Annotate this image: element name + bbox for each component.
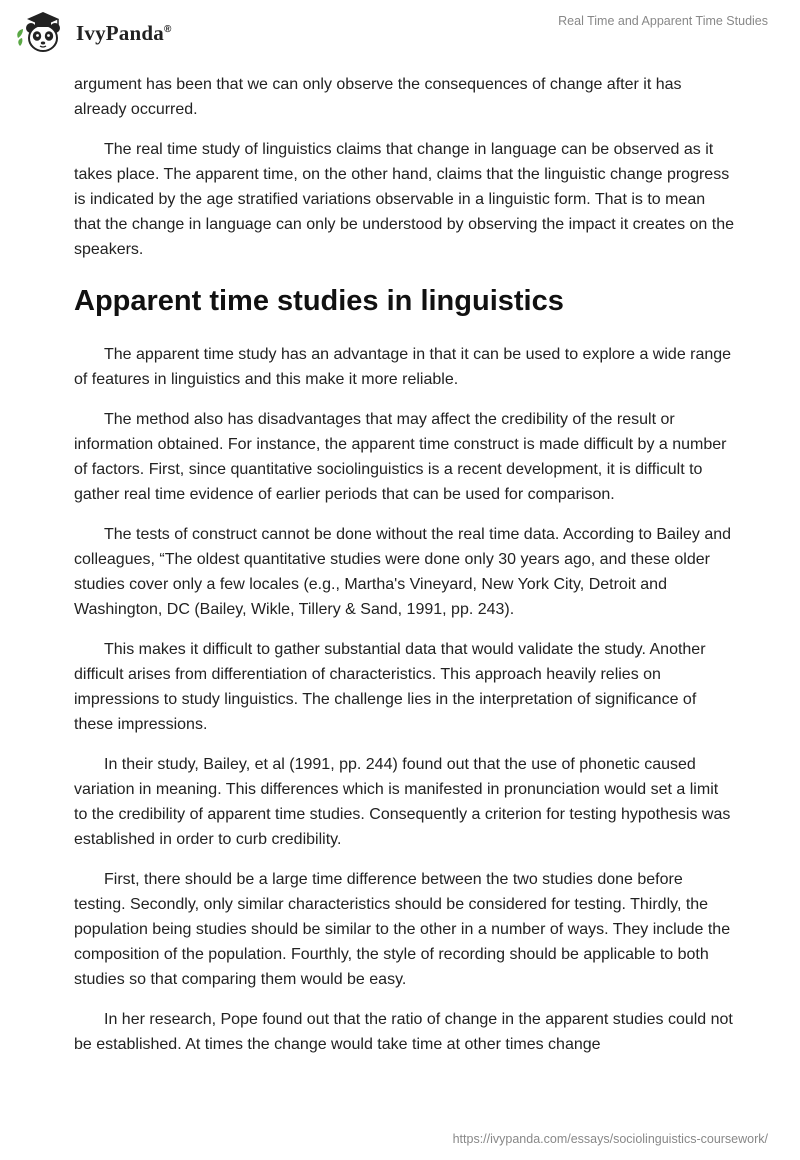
paragraph: In their study, Bailey, et al (1991, pp. 244) found out that the use of phonetic caused variation in meaning. This differences which is manifested in pronunciation would set a limit to the credibility of apparent time studies. Consequently a criterion for testing hypothesis was established in order to curb credibility. <box>74 756 731 848</box>
paragraph: The apparent time study has an advantage in that it can be used to explore a wide range of features in linguistics and this make it more reliable. <box>74 346 732 388</box>
panda-graduate-icon <box>14 8 72 54</box>
paragraph: In her research, Pope found out that the ratio of change in the apparent studies could not be established. At times the change would take time at other times change <box>74 1011 733 1053</box>
brand-name: IvyPanda® <box>76 20 172 45</box>
essay-content <box>74 72 734 1072</box>
paragraph: This makes it difficult to gather substantial data that would validate the study. Another difficult arises from differentiation of characteristics. This approach heavily relies on impressions to study linguistics. The challenge lies in the interpretation of significance of these impressions. <box>74 641 706 733</box>
section-heading: Apparent time studies in linguistics <box>74 285 564 317</box>
source-url[interactable]: https://ivypanda.com/essays/sociolinguistics-coursework/ <box>452 1132 768 1146</box>
paragraph: The tests of construct cannot be done without the real time data. According to Bailey and colleagues, “The oldest quantitative studies were done only 30 years ago, and these older studies cover only a few locales (e.g., Martha's Vineyard, New York City, Detroit and Washington, DC (Bailey, Wikle, Tillery & Sand, 1991, pp. 243). <box>74 526 732 618</box>
paragraph-continuation: argument has been that we can only observe the consequences of change after it has already occurred. <box>74 76 682 118</box>
paragraph: The method also has disadvantages that may affect the credibility of the result or information obtained. For instance, the apparent time construct is made difficult by a number of factors. First, since quantitative sociolinguistics is a recent development, it is difficult to gather real time evidence of earlier periods that can be used for comparison. <box>74 411 727 503</box>
paragraph: First, there should be a large time difference between the two studies done before testing. Secondly, only similar characteristics should be considered for testing. Thirdly, the population being studies should be similar to the other in a number of ways. They include the composition of the population. Fourthly, the style of recording should be applicable to both studies so that comparing them would be easy. <box>74 871 731 988</box>
page-header <box>0 0 800 60</box>
paragraph: The real time study of linguistics claims that change in language can be observed as it takes place. The apparent time, on the other hand, claims that the linguistic change progress is indicated by the age stratified variations observable in a linguistic form. That is to mean that the change in language can only be understood by observing the impact it creates on the speakers. <box>74 141 734 258</box>
ivypanda-logo[interactable] <box>14 8 172 54</box>
document-title: Real Time and Apparent Time Studies <box>558 14 768 28</box>
